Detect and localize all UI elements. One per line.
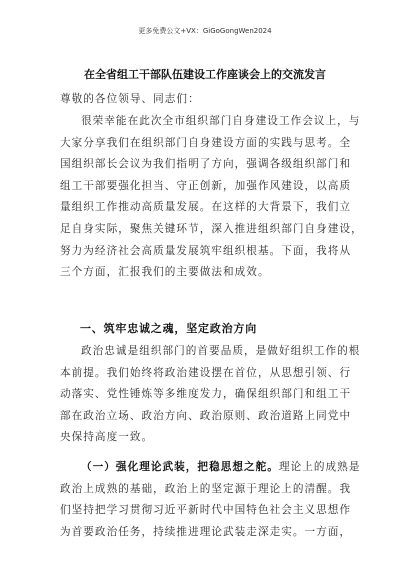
paragraph-line: 政治忠诚是组织部门的首要品质，是做好组织工作的根 (81, 345, 361, 357)
paragraph-political (60, 341, 361, 449)
header-note: 更多免费公文+VX：GiGoGongWen2024 (138, 27, 272, 35)
paragraph-line: 本前提。我们始终将政治建设摆在首位，从思想引领、行 (60, 366, 352, 379)
document-title: 在全省组工干部队伍建设工作座谈会上的交流发言 (84, 68, 326, 81)
paragraph-line: 国组织部长会议为我们指明了方向，强调各级组织部门和 (60, 158, 352, 171)
paragraph-line: 组工干部要强化担当、守正创新，加强作风建设，以高质 (60, 179, 352, 192)
paragraph-intro (60, 111, 363, 284)
paragraph-line: 三个方面，汇报我们的主要做法和成效。 (60, 266, 270, 279)
paragraph-line: 们坚持把学习贯彻习近平新时代中国特色社会主义思想作 (60, 504, 352, 517)
paragraph-line: 政治上成熟的基础，政治上的坚定源于理论上的清醒。我 (60, 482, 352, 495)
salutation-text: 尊敬的各位领导、同志们： (60, 93, 200, 105)
paragraph-line: 部在政治立场、政治方向、政治原则、政治道路上同党中 (60, 409, 352, 422)
paragraph-line: 足自身实际，聚焦关键环节，深入推进组织部门自身建设， (60, 222, 363, 235)
section-heading-1: 一、筑牢忠诚之魂，坚定政治方向 (80, 322, 257, 335)
paragraph-line: 为首要政治任务，持续推进理论武装走深走实。一方面， (60, 525, 352, 538)
paragraph-line: 动落实、党性锤炼等多维度发力，确保组织部门和组工干 (60, 388, 352, 401)
paragraph-line: 努力为经济社会高质量发展筑牢组织根基。下面，我将从 (60, 244, 352, 257)
paragraph-line: 量组织工作推动高质量发展。在这样的大背景下，我们立 (60, 201, 352, 214)
paragraph-line: 大家分享我们在组织部门自身建设方面的实践与思考。全 (60, 136, 352, 149)
paragraph-line: 央保持高度一致。 (60, 431, 154, 444)
paragraph-line-rest: 理论上的成熟是 (278, 461, 361, 473)
paragraph-line: 很荣幸能在此次全市组织部门自身建设工作会议上，与 (81, 115, 361, 127)
salutation (60, 89, 356, 111)
subheading-bold: （一）强化理论武装，把稳思想之舵。 (81, 461, 279, 473)
paragraph-theory (60, 457, 361, 543)
paragraph-line-first (60, 457, 361, 479)
